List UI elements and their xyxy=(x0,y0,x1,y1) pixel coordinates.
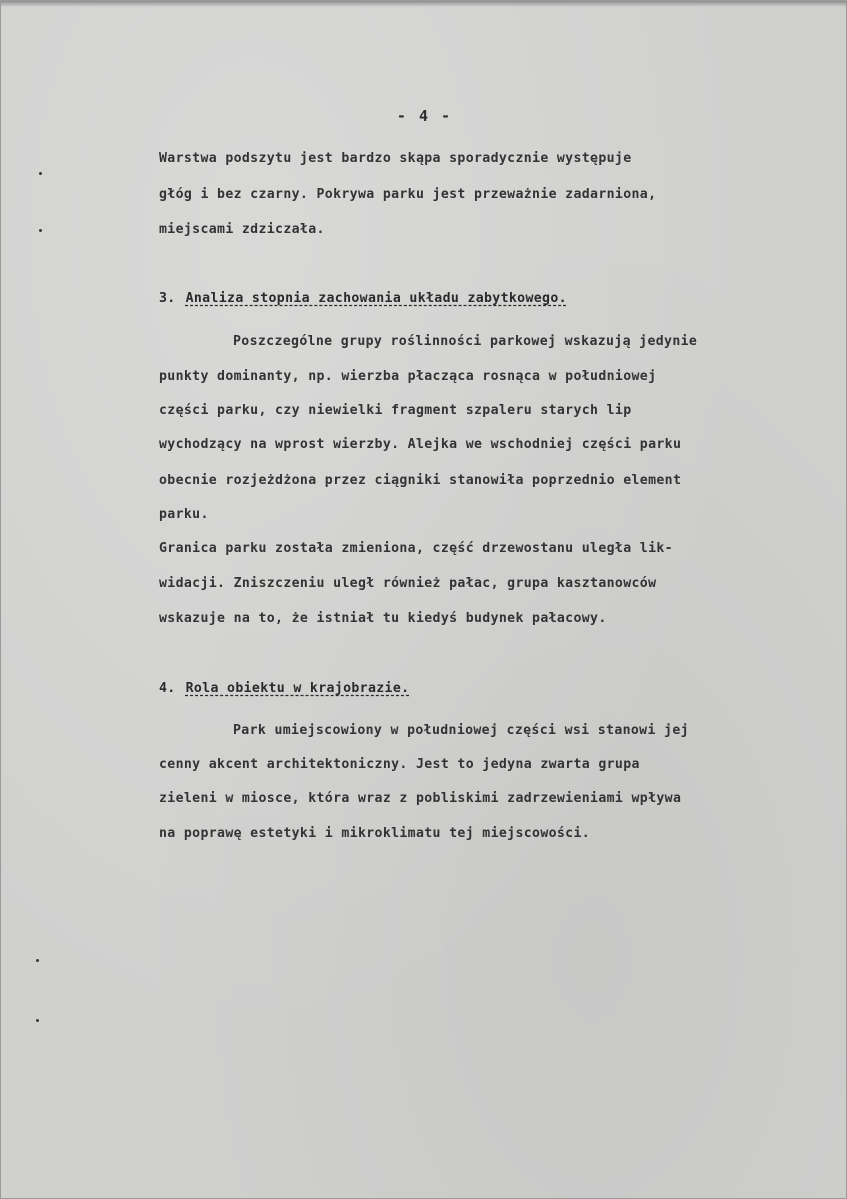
section-3-line: Granica parku została zmieniona, część drzewostanu uległa lik- xyxy=(159,541,673,556)
section-3-line: parku. xyxy=(159,507,209,522)
section-3-line: części parku, czy niewielki fragment szpaleru starych lip xyxy=(159,403,632,418)
section-3-number: 3. xyxy=(159,291,176,306)
section-3-line: wskazuje na to, że istniał tu kiedyś budynek pałacowy. xyxy=(159,611,607,626)
punch-hole-mark xyxy=(36,959,39,962)
section-3-line: Poszczególne grupy roślinności parkowej wskazują jedynie xyxy=(233,334,698,349)
section-4-number: 4. xyxy=(159,681,176,696)
intro-line: głóg i bez czarny. Pokrywa parku jest przeważnie zadarniona, xyxy=(159,187,657,202)
section-4-line: na poprawę estetyki i mikroklimatu tej miejscowości. xyxy=(159,826,591,841)
section-3-line: widacji. Zniszczeniu uległ również pałac, grupa kasztanowców xyxy=(159,576,657,591)
section-3-title: Analiza stopnia zachowania układu zabytkowego. xyxy=(185,291,567,306)
section-4-line: Park umiejscowiony w południowej części wsi stanowi jej xyxy=(233,723,689,738)
section-3-line: wychodzący na wprost wierzby. Alejka we wschodniej części parku xyxy=(159,437,682,452)
page-number: - 4 - xyxy=(396,107,453,125)
section-4-title: Rola obiektu w krajobrazie. xyxy=(185,681,410,696)
section-4-heading xyxy=(159,680,409,698)
intro-line: Warstwa podszytu jest bardzo skąpa sporadycznie występuje xyxy=(159,151,632,166)
punch-hole-mark xyxy=(36,1019,39,1022)
section-3-line: punkty dominanty, np. wierzba płacząca rosnąca w południowej xyxy=(159,369,657,384)
punch-hole-mark xyxy=(39,229,42,232)
section-3-line: obecnie rozjeżdżona przez ciągniki stanowiła poprzednio element xyxy=(159,473,682,488)
section-4-line: cenny akcent architektoniczny. Jest to jedyna zwarta grupa xyxy=(159,757,640,772)
section-3-heading xyxy=(159,290,567,308)
page-top-edge xyxy=(1,1,847,7)
intro-line: miejscami zdziczała. xyxy=(159,222,325,237)
section-4-line: zieleni w miosce, która wraz z pobliskimi zadrzewieniami wpływa xyxy=(159,791,682,806)
punch-hole-mark xyxy=(39,172,42,175)
